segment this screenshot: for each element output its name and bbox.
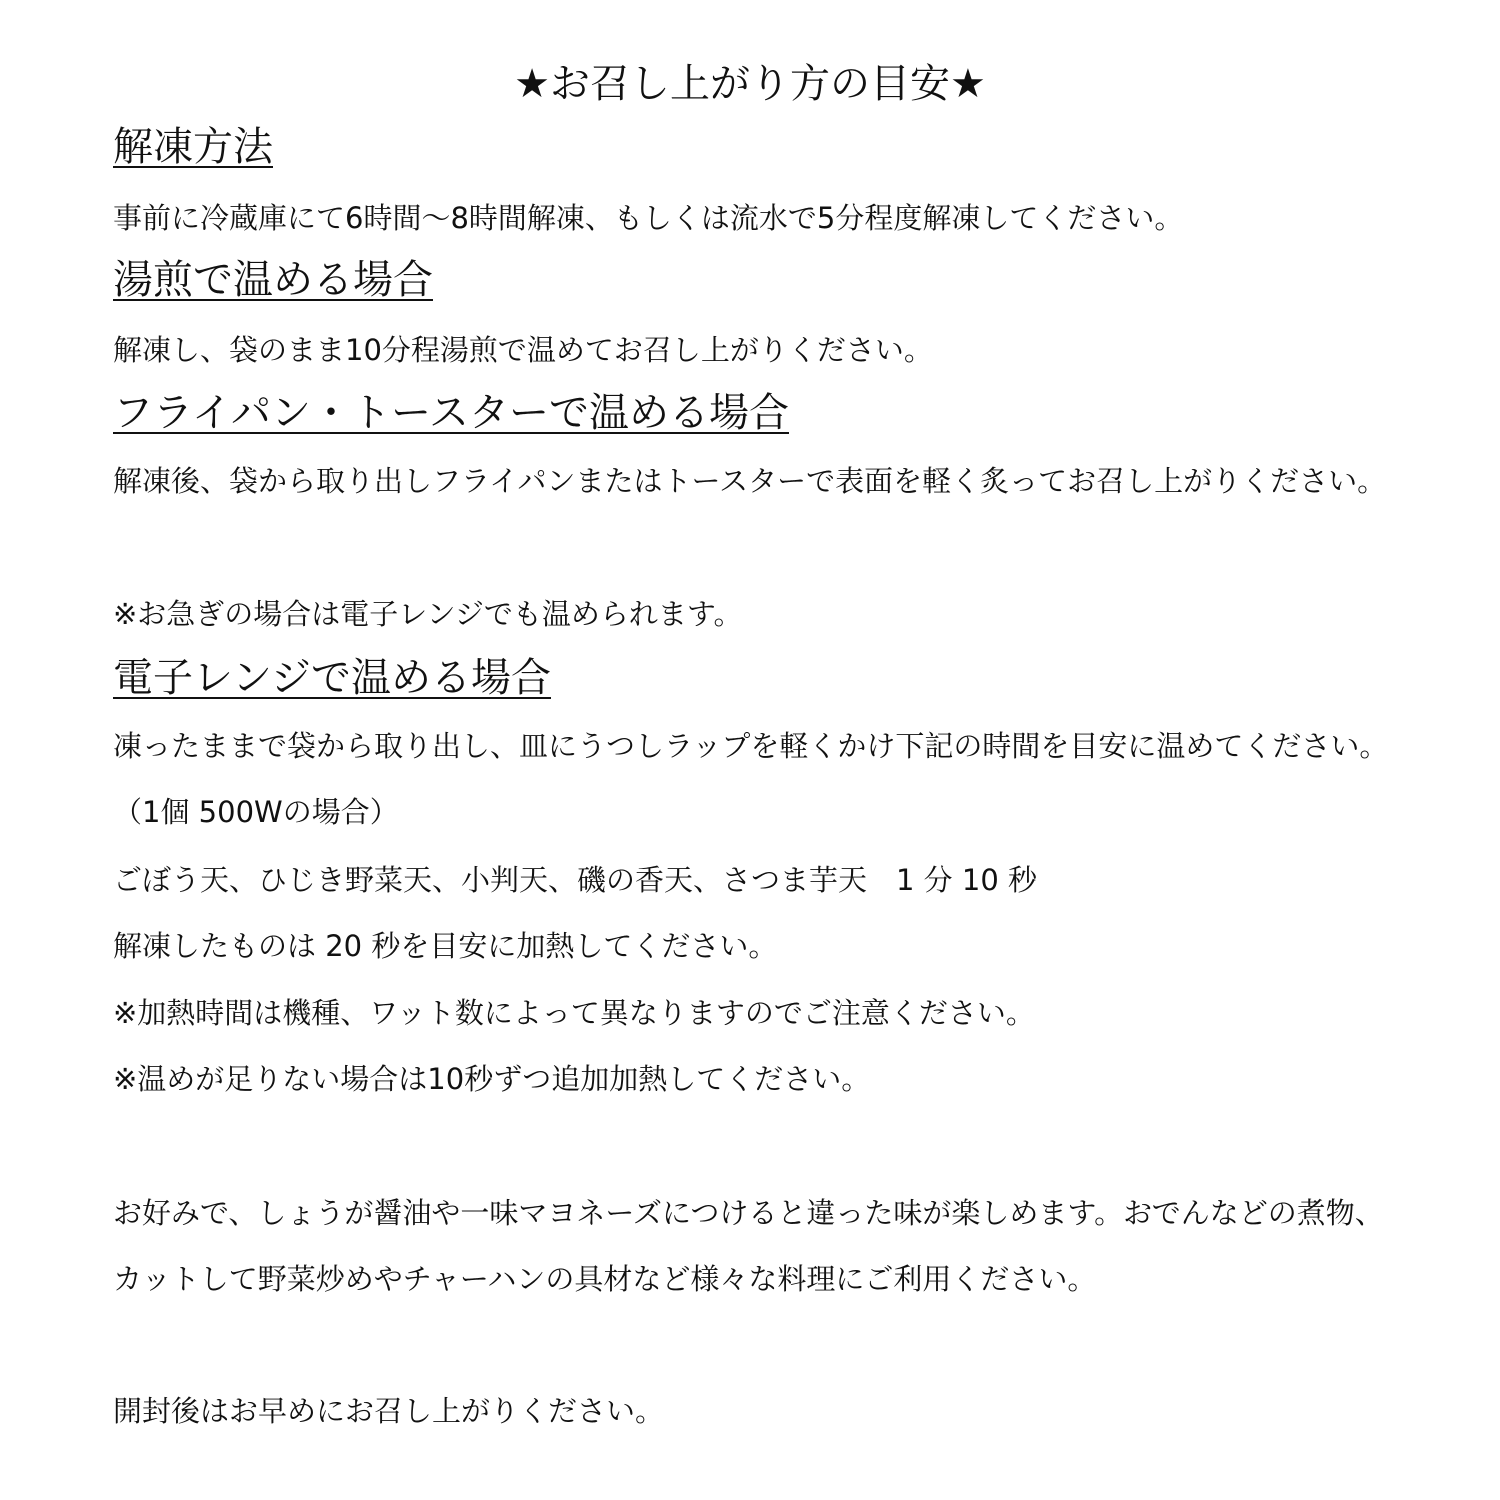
- microwave-note-2: ※温めが足りない場合は10秒ずつ追加加熱してください。: [113, 1062, 871, 1096]
- microwave-text: 凍ったままで袋から取り出し、皿にうつしラップを軽くかけ下記の時間を目安に温めてください。（1個 500Wの場合）: [113, 729, 1389, 829]
- boil-heading: 湯煎で温める場合: [113, 257, 433, 303]
- pan-heading: フライパン・トースターで温める場合: [113, 390, 789, 436]
- microwave-thawed: 解凍したものは 20 秒を目安に加熱してください。: [113, 929, 778, 963]
- thaw-heading: 解凍方法: [113, 124, 273, 170]
- pan-note: ※お急ぎの場合は電子レンジでも温められます。: [113, 597, 743, 631]
- microwave-heading: 電子レンジで温める場合: [113, 655, 551, 701]
- page-title: ★お召し上がり方の目安★: [514, 61, 986, 107]
- microwave-note-1: ※加熱時間は機種、ワット数によって異なりますのでご注意ください。: [113, 996, 1035, 1030]
- microwave-items: ごぼう天、ひじき野菜天、小判天、磯の香天、さつま芋天 1 分 10 秒: [113, 863, 1038, 897]
- pan-text: 解凍後、袋から取り出しフライパンまたはトースターで表面を軽く炙ってお召し上がりください。: [113, 464, 1387, 498]
- closing-text: 開封後はお早めにお召し上がりください。: [113, 1394, 665, 1428]
- boil-text: 解凍し、袋のまま10分程湯煎で温めてお召し上がりください。: [113, 333, 933, 367]
- suggestion-text: お好みで、しょうが醤油や一味マヨネーズにつけると違った味が楽しめます。おでんなどの煮物、カットして野菜炒めやチャーハンの具材など様々な料理にご利用ください。: [113, 1196, 1384, 1296]
- thaw-text: 事前に冷蔵庫にて6時間～8時間解凍、もしくは流水で5分程度解凍してください。: [113, 201, 1184, 235]
